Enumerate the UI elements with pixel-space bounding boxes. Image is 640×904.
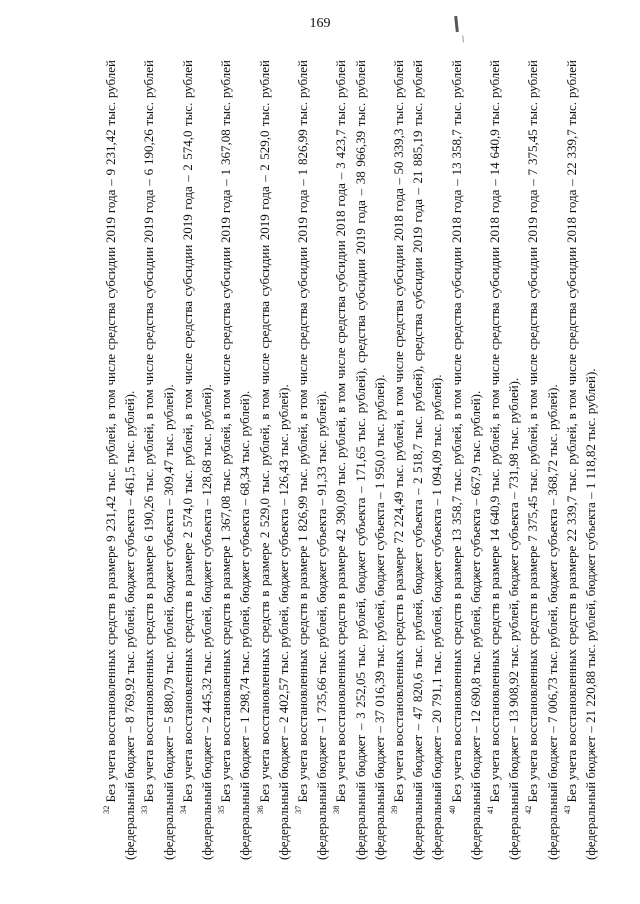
footnote-33 <box>139 60 177 860</box>
footnote-39 <box>389 60 447 860</box>
footnote-32 <box>101 60 139 860</box>
footnote-text: Без учета восстановленных средств в размере 42 390,09 тыс. рублей, в том числе средства субсидии 2018 года – 3 423,7 тыс. рублей (федеральный бюджет – 3 252,05 тыс. рублей, бюджет субъекта – 171,65 тыс. рублей), средства субсидии 2019 года – 38 966,39 тыс. рублей (федеральный бюджет – 37 016,39 тыс. рублей, бюджет субъекта – 1 950,0 тыс. рублей). <box>333 60 387 860</box>
footnote-text: Без учета восстановленных средств в размере 7 375,45 тыс. рублей, в том числе средства субсидии 2019 года – 7 375,45 тыс. рублей (федеральный бюджет – 7 006,73 тыс. рублей, бюджет субъекта – 368,72 тыс. рублей). <box>525 60 560 860</box>
footnote-35 <box>216 60 254 860</box>
footnote-text: Без учета восстановленных средств в размере 2 574,0 тыс. рублей, в том числе средства субсидии 2019 года – 2 574,0 тыс. рублей (федеральный бюджет – 2 445,32 тыс. рублей, бюджет субъекта – 128,68 тыс. рублей). <box>179 60 215 860</box>
footnote-number: 42 <box>523 805 534 814</box>
footnote-number: 32 <box>101 805 111 814</box>
footnote-42 <box>523 60 561 860</box>
footnote-number: 34 <box>177 805 188 814</box>
footnotes-block <box>101 60 599 860</box>
page-number: 169 <box>309 16 331 31</box>
footnote-text: Без учета восстановленных средств в размере 13 358,7 тыс. рублей, в том числе средства субсидии 2018 года – 13 358,7 тыс. рублей (федеральный бюджет – 12 690,8 тыс. рублей, бюджет субъекта – 667,9 тыс. рублей). <box>448 60 483 860</box>
footnote-41 <box>485 60 523 860</box>
footnote-40 <box>447 60 485 860</box>
footnote-34 <box>178 60 216 860</box>
footnote-number: 33 <box>139 805 150 814</box>
footnote-number: 41 <box>485 805 496 814</box>
footnote-number: 39 <box>389 805 400 814</box>
footnote-text: Без учета восстановленных средств в размере 9 231,42 тыс. рублей, в том числе средства субсидии 2019 года – 9 231,42 тыс. рублей (федеральный бюджет – 8 769,92 тыс. рублей, бюджет субъекта – 461,5 тыс. рублей). <box>103 60 138 860</box>
footnote-text: Без учета восстановленных средств в размере 1 367,08 тыс. рублей, в том числе средства субсидии 2019 года – 1 367,08 тыс. рублей (федеральный бюджет – 1 298,74 тыс. рублей, бюджет субъекта – 68,34 тыс. рублей). <box>218 60 253 860</box>
footnote-text: Без учета восстановленных средств в размере 2 529,0 тыс. рублей, в том числе средства субсидии 2019 года – 2 529,0 тыс. рублей (федеральный бюджет – 2 402,57 тыс. рублей, бюджет субъекта – 126,43 тыс. рублей). <box>256 60 291 860</box>
footnote-text: Без учета восстановленных средств в размере 22 339,7 тыс. рублей, в том числе средства субсидии 2018 года – 22 339,7 тыс. рублей (федеральный бюджет – 21 220,88 тыс. рублей, бюджет субъекта – 1 118,82 тыс. рублей). <box>563 60 599 860</box>
footnote-text: Без учета восстановленных средств в размере 72 224,49 тыс. рублей, в том числе средства субсидии 2018 года – 50 339,3 тыс. рублей (федеральный бюджет – 47 820,6 тыс. рублей, бюджет субъекта – 2 518,7 тыс. рублей), средства субсидии 2019 года – 21 885,19 тыс. рублей (федеральный бюджет – 20 791,1 тыс. рублей, бюджет субъекта – 1 094,09 тыс. рублей). <box>391 60 445 860</box>
footnote-text: Без учета восстановленных средств в размере 6 190,26 тыс. рублей, в том числе средства субсидии 2019 года – 6 190,26 тыс. рублей (федеральный бюджет – 5 880,79 тыс. рублей, бюджет субъекта – 309,47 тыс. рублей). <box>141 60 176 860</box>
footnotes-rotated-wrapper <box>101 60 599 860</box>
footnote-number: 43 <box>561 805 572 814</box>
footnote-text: Без учета восстановленных средств в размере 1 826,99 тыс. рублей, в том числе средства субсидии 2019 года – 1 826,99 тыс. рублей (федеральный бюджет – 1 735,66 тыс. рублей, бюджет субъекта – 91,33 тыс. рублей). <box>295 60 330 860</box>
footnote-36 <box>255 60 293 860</box>
footnote-text: Без учета восстановленных средств в размере 14 640,9 тыс. рублей, в том числе средства субсидии 2018 года – 14 640,9 тыс. рублей (федеральный бюджет – 13 908,92 тыс. рублей, бюджет субъекта – 731,98 тыс. рублей). <box>487 60 522 860</box>
footnote-number: 37 <box>293 805 304 814</box>
footnote-37 <box>293 60 331 860</box>
footnote-38 <box>331 60 389 860</box>
footnote-number: 36 <box>254 805 265 814</box>
footnote-number: 35 <box>216 805 227 814</box>
footnote-number: 40 <box>446 805 457 814</box>
footnote-number: 38 <box>331 805 342 814</box>
footnote-43 <box>562 60 600 860</box>
